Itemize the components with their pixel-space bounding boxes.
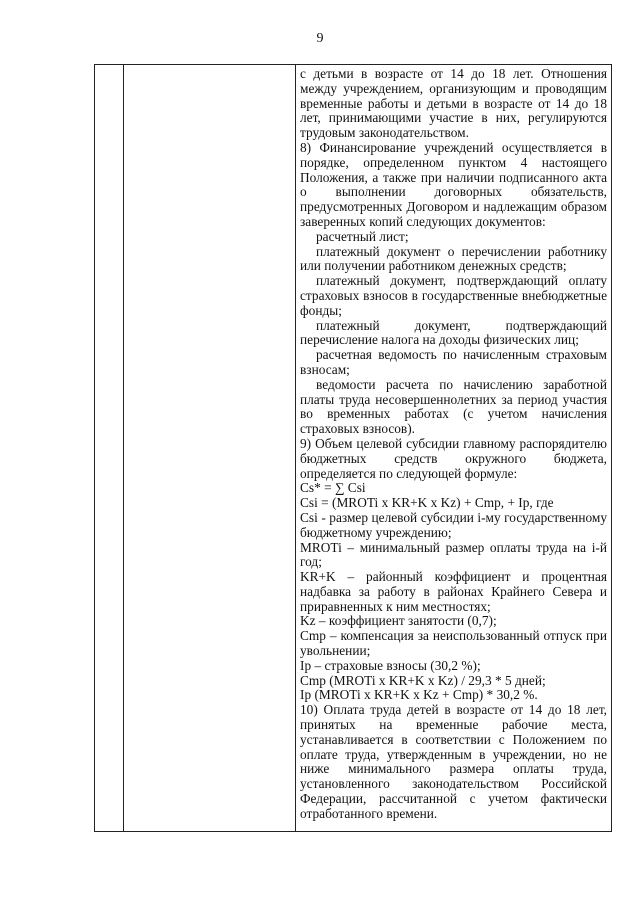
- paragraph: Cmp (MROTi x KR+K x Kz) / 29,3 * 5 дней;: [300, 672, 546, 688]
- paragraph: Csi - размер целевой субсидии i-му государственному бюджетному учреждению;: [300, 509, 607, 540]
- paragraph: Csi = (MROTi x KR+K x Kz) + Cmp, + Ip, где: [300, 495, 554, 511]
- paragraph: 10) Оплата труда детей в возрасте от 14 до 18 лет, принятых на временные рабочие места, устанавливается в соответствии с Положением по оплате труда, утвержденным в учреждении, но не ниже минимального размера оплаты труда, установленного законодательством Российской Федерации, рассчитанной с учетом фактически отработанного времени.: [300, 702, 607, 821]
- paragraph: 8) Финансирование учреждений осуществляется в порядке, определенном пунктом 4 настоящего Положения, а также при наличии подписанного акта о выполнении договорных обязательств, предусмотренных Договором и надлежащим образом заверенных копий следующих документов:: [300, 139, 607, 229]
- text-cell: [300, 67, 607, 822]
- paragraph: расчетная ведомость по начисленным страховым взносам;: [300, 347, 607, 377]
- paragraph: Cs* = ∑ Csi: [300, 480, 366, 496]
- column-divider: [295, 65, 296, 831]
- paragraph: Cmp – компенсация за неиспользованный отпуск при увольнении;: [300, 628, 607, 659]
- paragraph: 9) Объем целевой субсидии главному распорядителю бюджетных средств окружного бюджета, определяется по следующей формуле:: [300, 435, 607, 481]
- paragraph: MROTi – минимальный размер оплаты труда на i-й год;: [300, 539, 607, 570]
- paragraph: ведомости расчета по начислению заработной платы труда несовершеннолетних за период участия во временных работах (с учетом начисления страховых взносов).: [300, 376, 607, 437]
- paragraph: расчетный лист;: [316, 228, 409, 244]
- document-table: [94, 64, 612, 832]
- paragraph: платежный документ о перечислении работнику или получении работником денежных средств;: [300, 243, 607, 274]
- paragraph: платежный документ, подтверждающий перечисление налога на доходы физических лиц;: [300, 317, 607, 348]
- paragraph: Ip (MROTi x KR+K x Kz + Cmp) * 30,2 %.: [300, 687, 538, 703]
- paragraph: Kz – коэффициент занятости (0,7);: [300, 613, 497, 629]
- column-divider: [123, 65, 124, 831]
- paragraph: платежный документ, подтверждающий оплату страховых взносов в государственные внебюджетные фонды;: [300, 273, 607, 318]
- paragraph: с детьми в возрасте от 14 до 18 лет. Отношения между учреждением, организующим и проводящим временные работы и детьми в возрасте от 14 до 18 лет, принимающими участие в них, регулируются трудовым законодательством.: [300, 66, 607, 141]
- page-number: 9: [316, 31, 324, 46]
- paragraph: KR+K – районный коэффициент и процентная надбавка за работу в районах Крайнего Севера и приравненных к ним местностях;: [300, 569, 607, 614]
- paragraph: Ip – страховые взносы (30,2 %);: [300, 657, 481, 673]
